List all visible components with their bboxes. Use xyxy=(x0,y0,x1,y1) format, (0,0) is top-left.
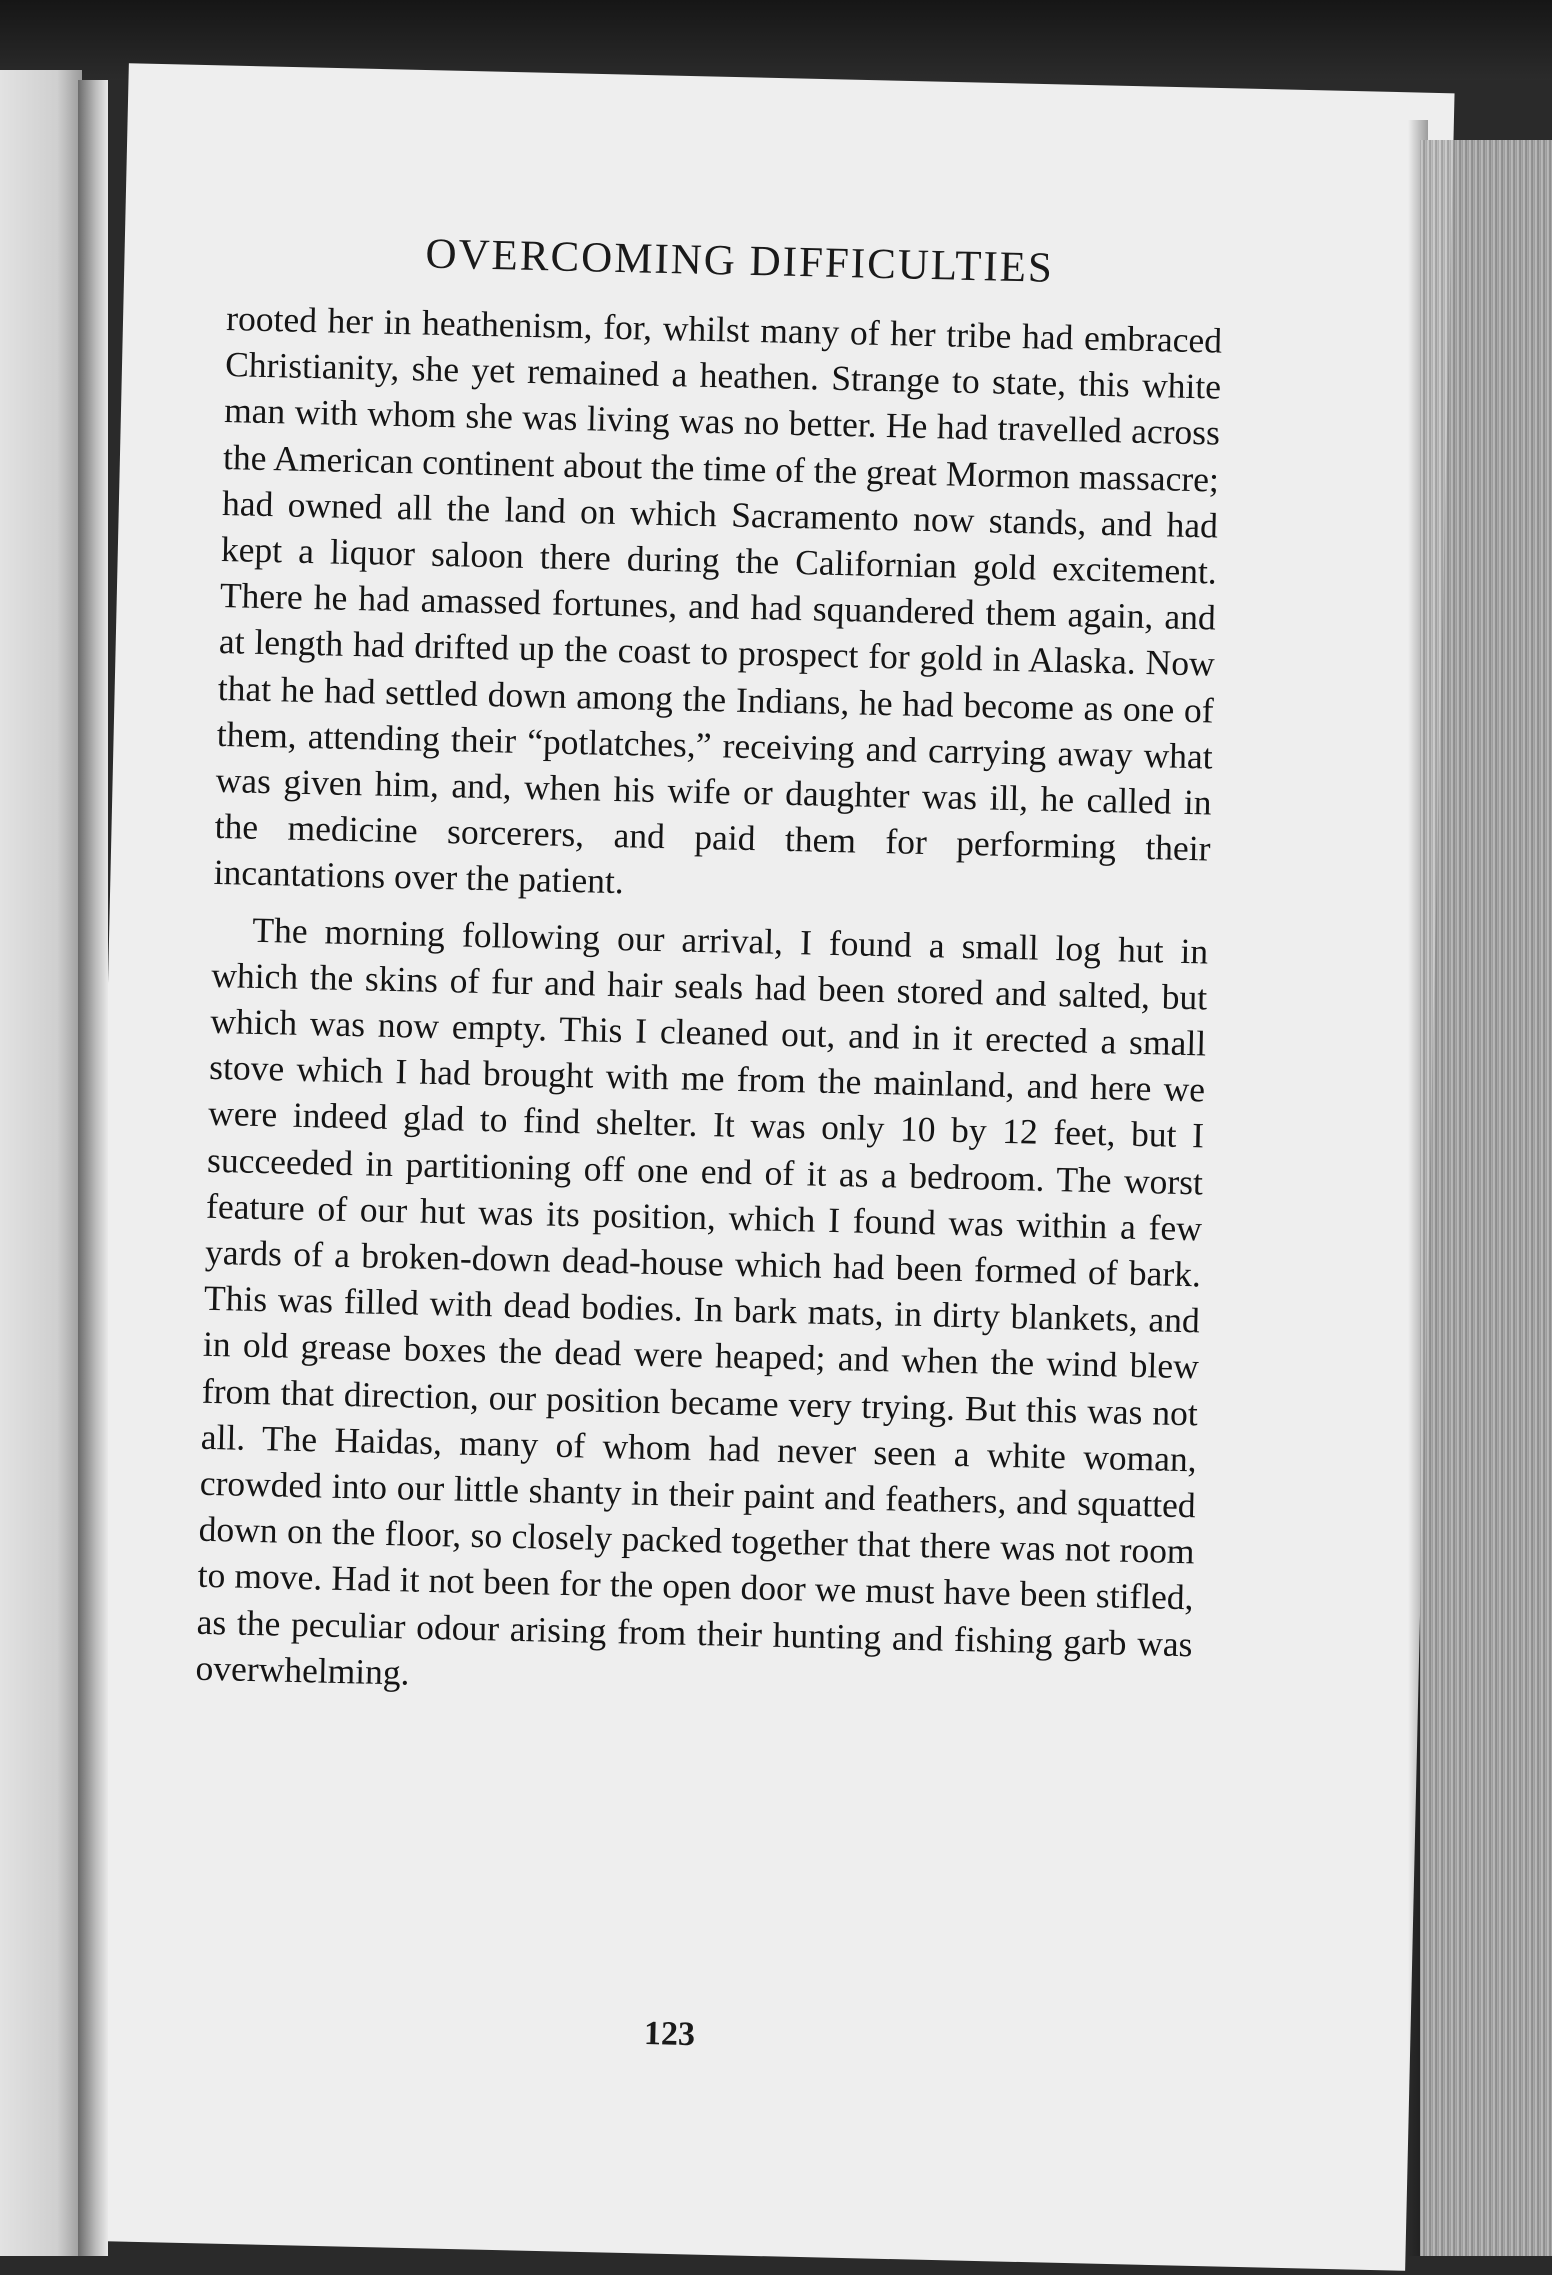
running-title: OVERCOMING DIFFICULTIES xyxy=(424,230,1055,292)
paragraph-continued: rooted her in heathenism, for, whilst many of her tribe had embraced Christianity, she yet remained a heathen. Strange to state, this white man with whom she was living was no better. He had travelled across the American continent about the time of the great Mormon massacre; had owned all the land on which Sacramento now stands, and had kept a liquor saloon there during the Californian gold excitement. There he had amassed fortunes, and had squandered them again, and at length had drifted up the coast to prospect for gold in Alaska. Now that he had settled down among the Indians, he had become as one of them, attending their “potlatches,” receiving and carrying away what was given him, and, when his wife or daughter was ill, he called in the medicine sorcerers, and paid them for performing their incantations over the patient. xyxy=(213,298,1223,902)
body-text xyxy=(195,295,1222,1713)
page-number: 123 xyxy=(643,2014,696,2054)
paragraph: The morning following our arrival, I found a small log hut in which the skins of fur and hair seals had been stored and salted, but which was now empty. This I cleaned out, and in it erected a small stove which I had brought with me from the mainland, and here we were indeed glad to find shelter. It was only 10 by 12 feet, but I succeeded in partitioning off one end of it as a bedroom. The worst feature of our hut was its position, which I found was within a few yards of a broken-down dead-house which had been formed of bark. This was filled with dead bodies. In bark mats, in dirty blankets, and in old grease boxes the dead were heaped; and when the wind blew from that direction, our position became very trying. But this was not all. The Haidas, many of whom had never seen a white woman, crowded into our little shanty in their paint and feathers, and squatted down on the floor, so closely packed together that there was not room to move. Had it not been for the open door we must have been stifled, as the peculiar odour arising from their hunting and fishing garb was overwhelming. xyxy=(195,909,1209,1693)
